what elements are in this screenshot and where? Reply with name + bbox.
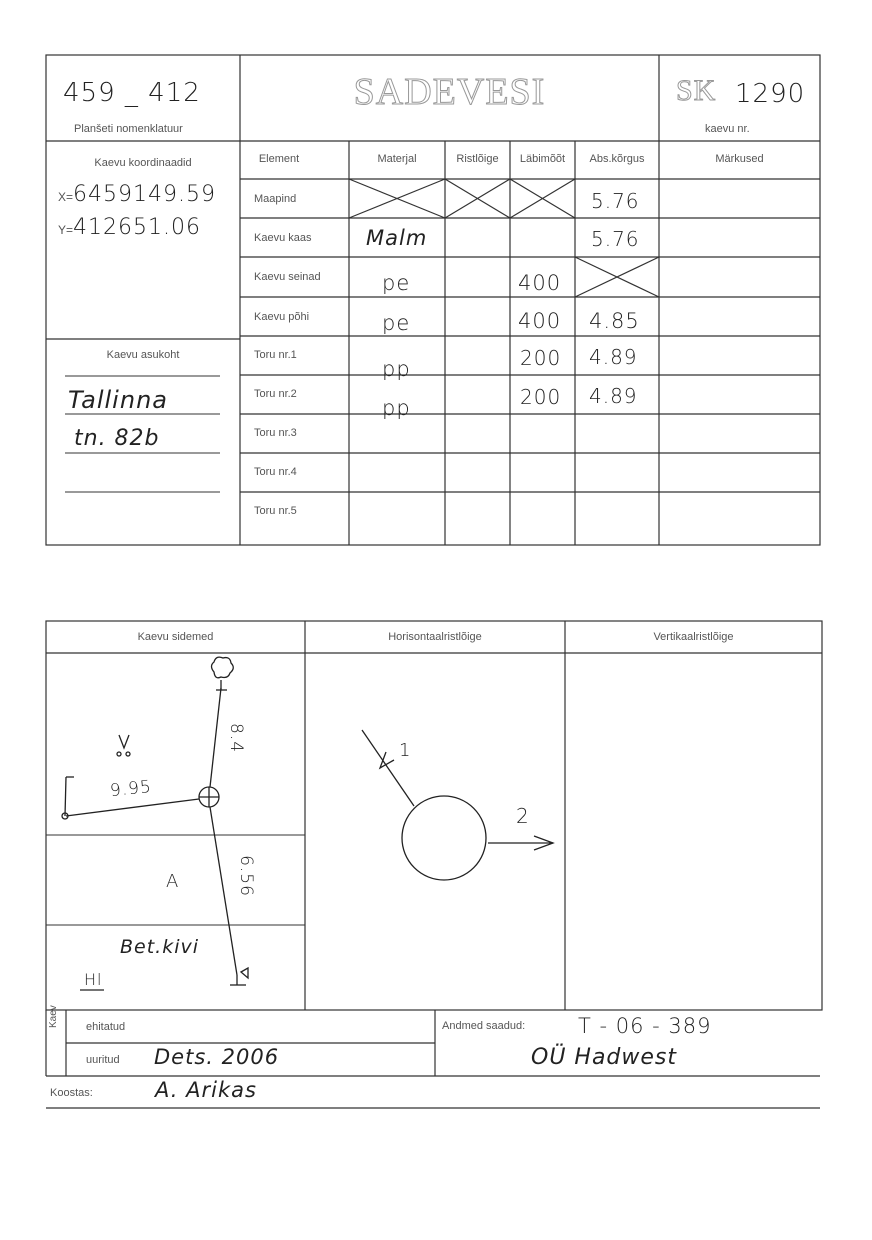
kaev-label: Kaev [48,1005,59,1028]
built-label: ehitatud [86,1021,126,1033]
coordinate-y: Y=412651.06 [58,215,201,240]
material-cell: pp [382,396,411,420]
location-line-2: tn. 82b [74,426,160,451]
table-row-label: Toru nr.3 [254,427,297,439]
height-cell: 5.76 [591,227,640,251]
location-label: Kaevu asukoht [106,349,180,361]
diameter-cell: 400 [518,271,562,295]
well-prefix: SK [676,74,717,107]
coordinate-x: X=6459149.59 [58,182,216,207]
data-source-label: Andmed saadud: [442,1020,526,1032]
table-row-label: Toru nr.1 [254,349,297,361]
data-source-code: T - 06 - 389 [578,1014,712,1038]
height-cell: 4.89 [589,384,638,408]
table-row-label: Toru nr.4 [254,466,297,478]
height-cell: 4.85 [589,309,640,333]
header-diameter: Läbimõõt [519,153,566,165]
plansheet-label: Planšeti nomenklatuur [74,123,183,135]
surveyed-value: Dets. 2006 [154,1045,280,1069]
surveyed-label: uuritud [86,1054,120,1066]
table-row-label: Kaevu põhi [254,311,310,323]
compiler-value: A. Arikas [155,1078,257,1102]
distance-left: 9.95 [109,776,153,802]
coordinates-label: Kaevu koordinaadid [94,157,192,169]
table-row-label: Toru nr.2 [254,388,297,400]
sketch-label-a: A [166,871,180,892]
distance-up: 8.4 [226,722,247,754]
material-cell: pp [382,357,411,381]
data-source-company: OÜ Hadwest [531,1045,678,1070]
header-material: Materjal [377,153,417,165]
table-row-label: Toru nr.5 [254,505,297,517]
well-number-label: kaevu nr. [705,123,750,135]
page-title: SADEVESI [353,71,546,113]
header-notes: Märkused [715,153,764,165]
location-line-1: Tallinna [68,386,168,414]
sketch-label-hl: Hl [84,970,103,989]
table-row-label: Kaevu seinad [254,271,321,283]
header-element: Element [258,153,300,165]
horizontal-section-title: Horisontaalristlõige [388,631,482,643]
height-cell: 4.89 [589,345,638,369]
diameter-cell: 200 [520,346,562,370]
table-row-label: Maapind [254,193,297,205]
header-cross-section: Ristlõige [456,153,499,165]
pipe-2-label: 2 [516,804,530,828]
compiler-label: Koostas: [50,1087,93,1099]
material-cell: pe [382,311,411,335]
well-number: 1290 [735,79,806,109]
table-row-label: Kaevu kaas [254,232,312,244]
diameter-cell: 200 [520,385,562,409]
vertical-section-title: Vertikaalristlõige [653,631,734,643]
pipe-1-label: 1 [399,740,412,761]
header-abs-height: Abs.kõrgus [589,153,645,165]
well-ties-title: Kaevu sidemed [137,631,214,643]
diameter-cell: 400 [518,309,562,333]
plansheet-value: 459 _ 412 [63,78,201,108]
material-cell: Malm [366,226,428,250]
material-cell: pe [382,271,411,295]
sketch-label-bet: Bet.kivi [120,936,200,958]
height-cell: 5.76 [591,189,640,213]
distance-down: 6.56 [235,855,256,897]
